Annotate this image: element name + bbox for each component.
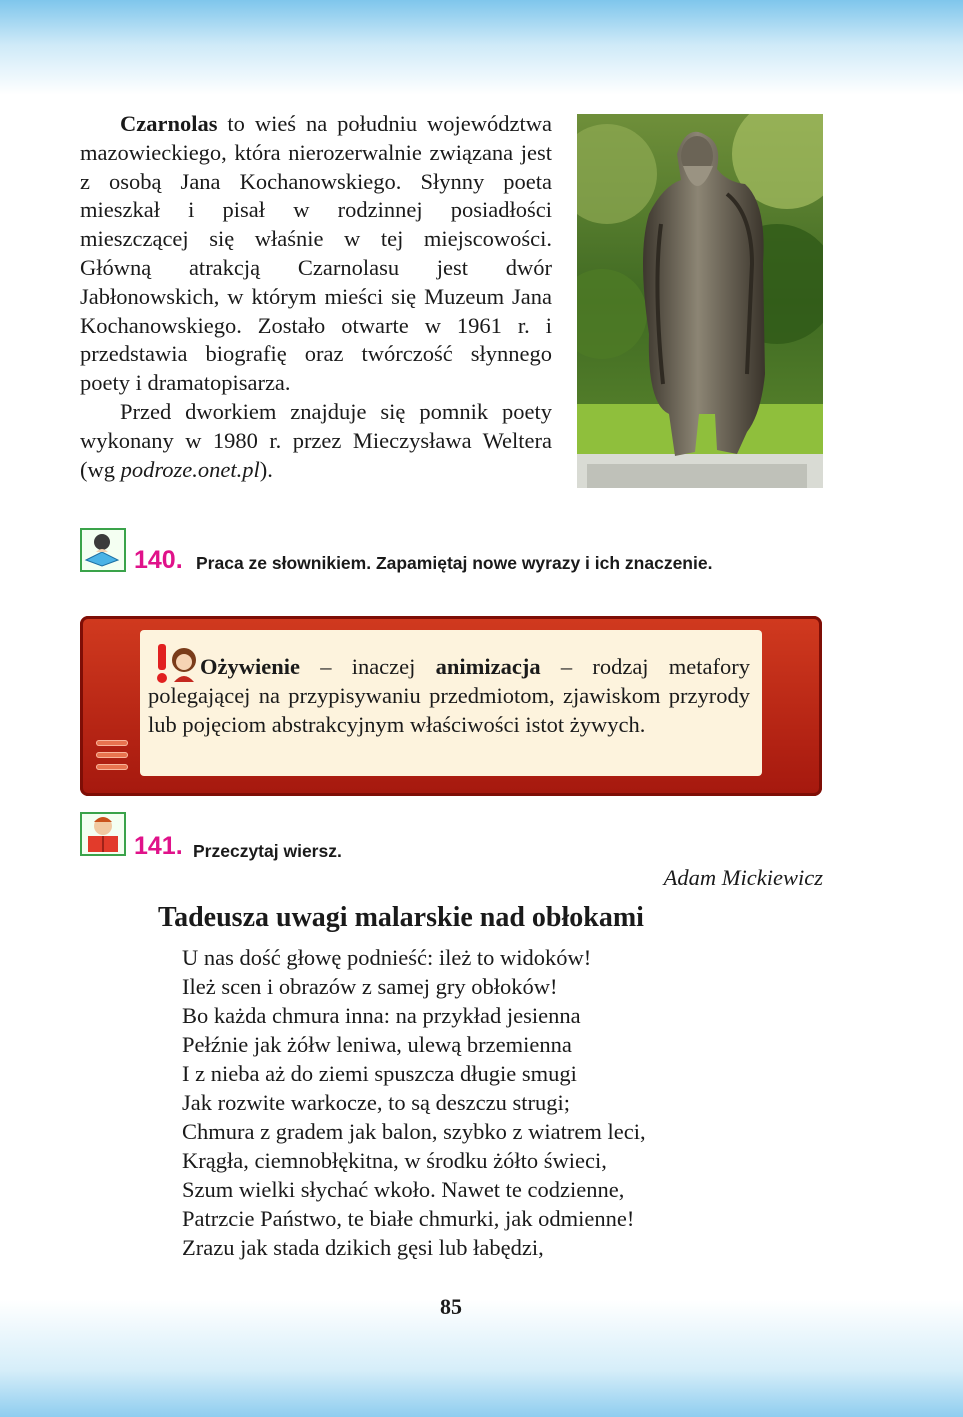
definition-body: – rodzaj metafory polegającej na przypisywaniu przedmiotom, zjawiskom przyrody lub pojęciom abstrakcyjnym właściwości istot żywych.	[148, 654, 750, 737]
poem-line: Zrazu jak stada dzikich gęsi lub łabędzi,	[182, 1235, 544, 1260]
definition-synonym: animizacja	[435, 654, 541, 679]
task-140-instruction: Praca ze słownikiem. Zapamiętaj nowe wyrazy i ich znaczenie.	[196, 553, 713, 573]
poem-lines	[182, 943, 646, 1262]
poem-line: I z nieba aż do ziemi spuszcza długie smugi	[182, 1061, 577, 1086]
poem-author: Adam Mickiewicz	[663, 865, 823, 890]
intro-paragraph-1	[80, 110, 552, 398]
task-141-number: 141.	[134, 832, 183, 860]
intro-paragraph-2-end: ).	[259, 456, 273, 482]
intro-text	[80, 110, 552, 484]
dictionary-work-icon	[80, 528, 126, 572]
poem-line: Chmura z gradem jak balon, szybko z wiatrem leci,	[182, 1119, 646, 1144]
poem-title: Tadeusza uwagi malarskie nad obłokami	[158, 902, 644, 933]
definition-connector: – inaczej	[299, 654, 436, 679]
page-number: 85	[440, 1294, 462, 1319]
intro-paragraph-2-text: Przed dworkiem znajduje się pomnik poety wykonany w 1980 r. przez Mieczysława Weltera (wg	[80, 398, 552, 482]
intro-source: podroze.onet.pl	[120, 456, 260, 482]
task-140-number: 140.	[134, 546, 183, 574]
definition-text	[148, 652, 750, 739]
definition-panel	[140, 630, 762, 776]
intro-paragraph-2	[80, 398, 552, 484]
definition-term: Ożywienie	[200, 654, 300, 679]
poem-line: Pełźnie jak żółw leniwa, ulewą brzemienna	[182, 1032, 572, 1057]
poem-line: Jak rozwite warkocze, to są deszczu strugi;	[182, 1090, 570, 1115]
poem-line: Szum wielki słychać wkoło. Nawet te codzienne,	[182, 1177, 625, 1202]
poem-line: Bo każda chmura inna: na przykład jesienna	[182, 1003, 581, 1028]
task-141-instruction: Przeczytaj wiersz.	[193, 841, 342, 861]
reading-icon	[80, 812, 126, 856]
poem-line: U nas dość głowę podnieść: ileż to widoków!	[182, 945, 592, 970]
definition-box	[80, 616, 822, 796]
intro-lead-term: Czarnolas	[120, 111, 218, 136]
poem-line: Ileż scen i obrazów z samej gry obłoków!	[182, 974, 558, 999]
poem-line: Patrzcie Państwo, te białe chmurki, jak odmienne!	[182, 1206, 635, 1231]
intro-paragraph-1-text: to wieś na południu województwa mazowieckiego, która nierozerwalnie związana jest z osobą Jana Kochanowskiego. Słynny poeta mieszkał i pisał w rodzinnej posiadłości mieszczącej się właśnie w tej miejscowości. Główną atrakcją Czarnolasu jest dwór Jabłonowskich, w którym mieści się Muzeum Jana Kochanowskiego. Zostało otwarte w 1961 r. i przedstawia biografię oraz twórczość słynnego poety i dramatopisarza.	[80, 111, 552, 396]
kochanowski-statue-photo	[577, 114, 823, 488]
poem-line: Krągła, ciemnobłękitna, w środku żółto świeci,	[182, 1148, 607, 1173]
